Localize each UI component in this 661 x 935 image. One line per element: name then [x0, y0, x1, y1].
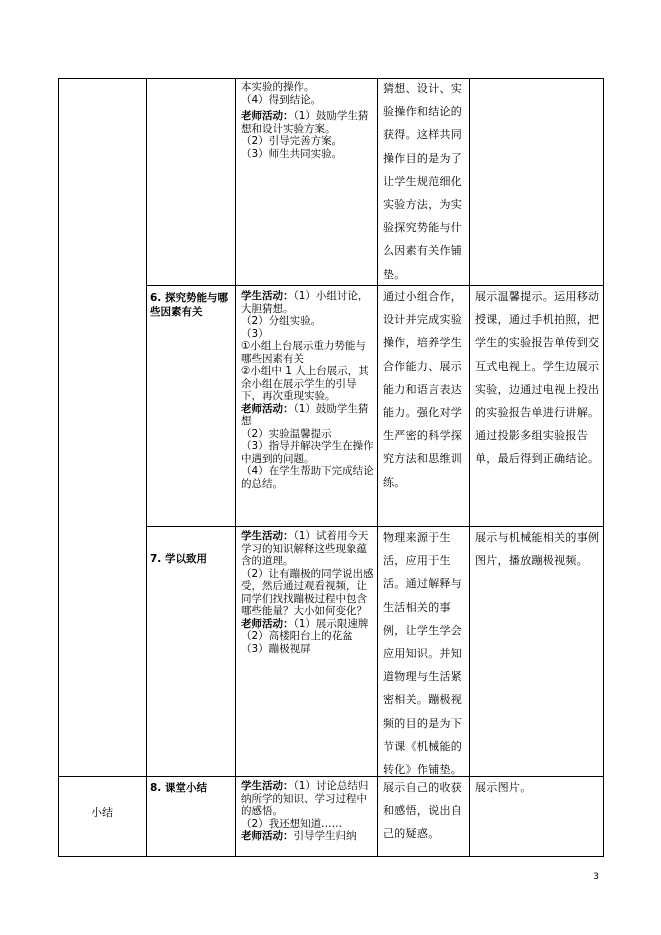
process-line: （2）我还想知道……: [241, 817, 343, 830]
activity-label: 学生活动: [241, 290, 283, 302]
process-text: （1）鼓励学生猜想和设计实验方案。: [241, 110, 369, 135]
label-colon: ：: [283, 530, 294, 542]
activity-label: 老师活动: [241, 617, 283, 630]
process-cell: [241, 530, 375, 655]
process-text: （1）试着用今天学习的知识解释这些现象蕴含的道理。: [241, 530, 369, 567]
process-line: （2）让有蹦极的同学说出感受，然后通过观看视频，让同学们找找蹦极过程中包含哪些能量？大小如何变化？: [241, 567, 374, 617]
process-line: （3）蹦极视屏: [241, 642, 311, 655]
label-colon: ：: [283, 780, 294, 792]
stage-title: 小结: [91, 806, 113, 819]
process-line: [241, 618, 375, 631]
activity-label: 老师活动: [241, 402, 283, 415]
table-rule: [58, 78, 604, 79]
table-rule: [235, 78, 236, 857]
process-cell: [241, 81, 375, 160]
media-cell: 展示温馨提示。运用移动授课，通过手机拍照，把学生的实验报告单传到交互式电视上。学生边展示实验，边通过电视上投出的实验报告单进行讲解。通过投影多组实验报告单，最后得到正确结论。: [475, 290, 600, 466]
process-line: （3）师生共同实验。: [241, 147, 343, 160]
label-colon: ：: [283, 617, 294, 630]
process-line: [241, 110, 375, 135]
table-rule: [377, 78, 378, 857]
process-line: （2）实验温馨提示: [241, 427, 332, 440]
process-cell: [241, 290, 375, 490]
activity-label: 老师活动: [241, 830, 283, 842]
process-line: （2）引导完善方案。: [241, 135, 343, 147]
activity-label: 学生活动: [241, 530, 283, 542]
media-cell: 展示图片。: [475, 781, 532, 794]
process-line: （4）得到结论。: [241, 93, 322, 106]
process-line: 本实验的操作。: [241, 81, 315, 93]
table-rule: [58, 78, 59, 857]
intent-cell: 通过小组合作，设计并完成实验操作，培养学生合作能力、展示能力和语言表达能力。强化对学生严密的科学探究方法和思维训练。: [383, 290, 463, 489]
process-line: （2）高楼阳台上的花盆: [241, 630, 353, 642]
intent-cell: 展示自己的收获和感悟，说出自己的疑惑。: [383, 781, 463, 841]
media-cell: 展示与机械能相关的事例图片，播放蹦极视频。: [475, 531, 600, 568]
step-title: 8. 课堂小结: [150, 782, 207, 794]
intent-cell: 猜想、设计、实验操作和结论的获得。这样共同操作目的是为了让学生规范细化实验方法，为实验探究势能与什么因素有关作铺垫。: [383, 82, 463, 281]
table-rule: [603, 78, 604, 857]
process-cell: [241, 780, 375, 843]
activity-label: 老师活动: [241, 110, 283, 122]
process-text: （1）讨论总结归纳所学的知识、学习过程中的感悟。: [241, 780, 369, 817]
process-text: （1）小组讨论，大胆猜想。: [241, 290, 369, 315]
label-colon: ：: [283, 110, 294, 122]
table-rule: [58, 856, 604, 857]
process-line: [241, 403, 375, 428]
process-text: （1）鼓励学生猜想: [241, 402, 369, 427]
process-line: [241, 290, 375, 315]
label-colon: ：: [283, 290, 294, 302]
label-colon: ：: [283, 830, 294, 842]
label-colon: ：: [283, 402, 294, 415]
process-line: [241, 530, 375, 568]
process-text: （1）展示限速牌: [293, 617, 369, 630]
process-text: 引导学生归纳: [293, 830, 357, 842]
process-line: （4）在学生帮助下完成结论的总结。: [241, 465, 374, 490]
process-line: （3）指导并解决学生在操作中遇到的问题。: [241, 440, 374, 465]
step-title: 6. 探究势能与哪些因素有关: [150, 292, 228, 318]
table-rule: [469, 78, 470, 857]
activity-label: 学生活动: [241, 780, 283, 792]
process-line: （3）: [241, 327, 269, 340]
step-title: 7. 学以致用: [150, 553, 207, 565]
process-line: [241, 780, 375, 818]
process-line: ②小组中 1 人上台展示，其余小组在展示学生的引导下，再次重现实验。: [241, 365, 369, 402]
intent-cell: 物理来源于生活，应用于生活。通过解释与生活相关的事例，让学生学会应用知识。并知道物理与生活紧密相关。蹦极视频的目的是为下节课《机械能的转化》作铺垫。: [383, 531, 463, 777]
page-number: 3: [593, 872, 599, 882]
process-line: [241, 830, 375, 843]
process-line: （2）分组实验。: [241, 315, 322, 327]
table-rule: [146, 78, 147, 857]
process-line: ①小组上台展示重力势能与哪些因素有关: [241, 340, 366, 365]
